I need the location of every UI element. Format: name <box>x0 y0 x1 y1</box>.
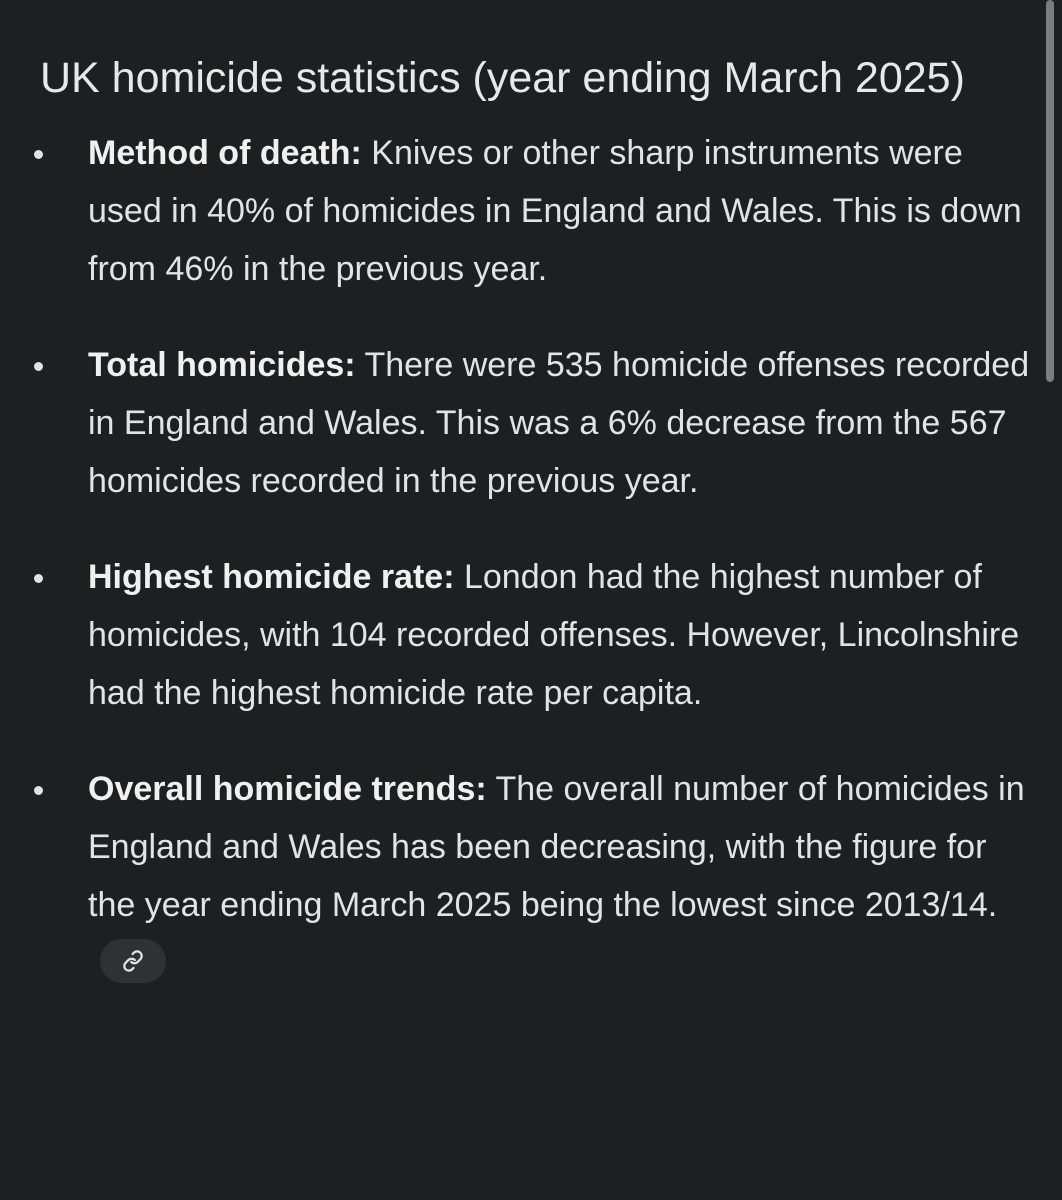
link-icon <box>122 950 144 972</box>
list-item-highest-homicide-rate <box>40 548 1030 722</box>
item-label: Highest homicide rate: <box>88 558 455 596</box>
bullet-icon <box>34 786 43 795</box>
item-label: Overall homicide trends: <box>88 770 487 808</box>
bullet-icon <box>34 574 43 583</box>
bullet-icon <box>34 362 43 371</box>
item-text: There were 535 homicide offenses recorded in England and Wales. This was a 6% decrease from the 567 homicides recorded in the previous year. <box>88 346 1030 500</box>
stats-list <box>40 124 1030 992</box>
list-item-overall-homicide-trends <box>40 760 1030 992</box>
item-label: Method of death: <box>88 134 362 172</box>
page-title: UK homicide statistics (year ending March 2025) <box>40 54 965 102</box>
list-item-total-homicides <box>40 336 1030 510</box>
scrollbar[interactable] <box>1046 0 1054 382</box>
source-link-button[interactable] <box>100 939 166 983</box>
bullet-icon <box>34 150 43 159</box>
item-text: London had the highest number of homicides, with 104 recorded offenses. However, Lincolnshire had the highest homicide rate per capita. <box>88 558 1020 712</box>
response-content <box>40 46 1030 1030</box>
item-text: Knives or other sharp instruments were used in 40% of homicides in England and Wales. This is down from 46% in the previous year. <box>88 134 1022 288</box>
list-item-method-of-death <box>40 124 1030 298</box>
item-label: Total homicides: <box>88 346 356 384</box>
item-text: The overall number of homicides in England and Wales has been decreasing, with the figure for the year ending March 2025 being the lowest since 2013/14. <box>88 770 1025 924</box>
